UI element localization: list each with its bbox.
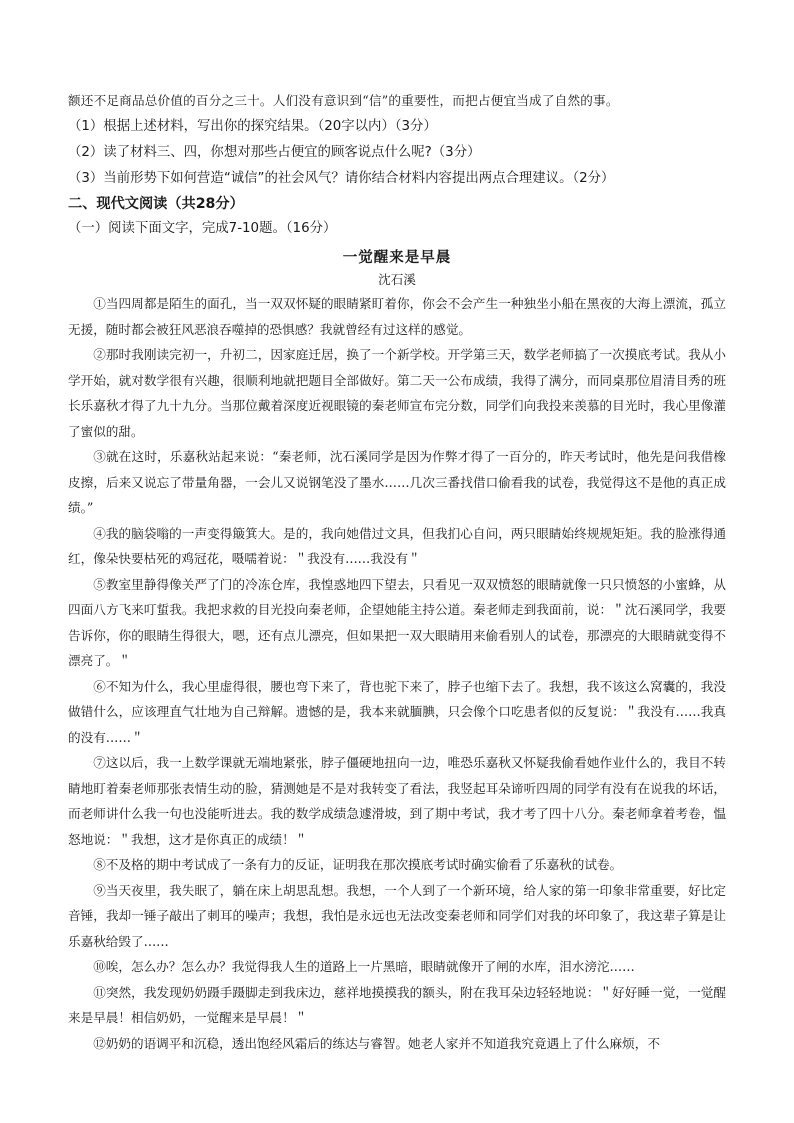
- paragraph-8: ⑧不及格的期中考试成了一条有力的反证，证明我在那次摸底考试时确实偷看了乐嘉秋的试卷。: [93, 857, 623, 872]
- question-2: （2）读了材料三、四，你想对那些占便宜的顾客说点什么呢?（3分）: [68, 145, 481, 160]
- paragraph-6: ⑥不知为什么，我心里虚得很，腰也弯下来了，背也驼下来了，脖子也缩下去了。我想，我不该这么窝囊的，我没做错什么，应该理直气壮地为自己辩解。遗憾的是，我本来就腼腆，只会像个口吃患者似的反复说：＂我没有……我真的没有……＂: [68, 678, 726, 745]
- paragraph-10: ⑩唉，怎么办？怎么办？我觉得我人生的道路上一片黑暗，眼睛就像开了闸的水库，泪水滂沱……: [93, 959, 635, 974]
- paragraph-12: ⑫奶奶的语调平和沉稳，透出饱经风霜后的练达与睿智。她老人家并不知道我究竟遇上了什么麻烦，不: [93, 1035, 660, 1051]
- paragraph-9: ⑨当天夜里，我失眠了，躺在床上胡思乱想。我想，一个人到了一个新环境，给人家的第一印象非常重要，好比定音锤，我却一锤子敲出了刺耳的噪声；我想，我怕是永远也无法改变秦老师和同学们对我的坏印象了，我这辈子算是让乐嘉秋给毁了……: [68, 882, 726, 949]
- paragraph-7: ⑦这以后，我一上数学课就无端地紧张，脖子僵硬地扭向一边，唯恐乐嘉秋又怀疑我偷看她作业什么的，我目不转睛地盯着秦老师那张表情生动的脸，猜测她是不是对我转变了看法，我竖起耳朵谛听四周的同学有没有在说我的坏话，而老师讲什么我一句也没能听进去。我的数学成绩急遽滑坡，到了期中考试，我才考了四十八分。秦老师拿着考卷，愠怒地说：＂我想，这才是你真正的成绩！＂: [68, 755, 726, 847]
- material-tail-text: 额还不足商品总价值的百分之三十。人们没有意识到“信”的重要性，而把占便宜当成了自然的事。: [68, 93, 619, 108]
- section-heading: 二、现代文阅读（共28分）: [68, 196, 244, 212]
- paragraph-3: ③就在这时，乐嘉秋站起来说：“秦老师，沈石溪同学是因为作弊才得了一百分的，昨天考试时，他先是问我借橡皮擦，后来又说忘了带量角器，一会儿又说钢笔没了墨水……几次三番找借口偷看我的试卷，我觉得这不是他的真正成绩。”: [68, 449, 726, 515]
- document-content: [68, 88, 726, 1056]
- paragraph-2: ②那时我刚读完初一，升初二，因家庭迁居，换了一个新学校。开学第三天，数学老师搞了一次摸底考试。我从小学开始，就对数学很有兴趣，很顺利地就把题目全部做好。第二天一公布成绩，我得了满分，而同桌那位眉清目秀的班长乐嘉秋才得了九十九分。当那位戴着深度近视眼镜的秦老师宣布完分数，同学们向我投来羡慕的目光时，我心里像灌了蜜似的甜。: [68, 347, 726, 439]
- question-3: （3）当前形势下如何营造“诚信”的社会风气？请你结合材料内容提出两点合理建议。（2分）: [68, 171, 615, 186]
- paragraph-4: ④我的脑袋嗡的一声变得簸箕大。是的，我向她借过文具，但我扪心自问，两只眼睛始终规规矩矩。我的脸涨得通红，像朵快要枯死的鸡冠花，嗫嚅着说：＂我没有……我没有＂: [68, 525, 726, 566]
- question-1: （1）根据上述材料，写出你的探究结果。（20字以内）（3分）: [68, 119, 437, 134]
- sub-heading: （一）阅读下面文字，完成7-10题。（16分）: [68, 221, 337, 236]
- article-title: 一觉醒来是早晨: [342, 249, 452, 266]
- article-author: 沈石溪: [378, 272, 416, 287]
- paragraph-1: ①当四周都是陌生的面孔，当一双双怀疑的眼睛紧盯着你，你会不会产生一种独坐小船在黑夜的大海上漂流，孤立无援，随时都会被狂风恶浪吞噬掉的恐惧感？我就曾经有过这样的感觉。: [68, 296, 726, 337]
- paragraph-5: ⑤教室里静得像关严了门的冷冻仓库，我惶惑地四下望去，只看见一双双愤怒的眼睛就像一只只愤怒的小蜜蜂，从四面八方飞来叮蜇我。我把求救的目光投向秦老师，企望她能主持公道。秦老师走到我面前，说：＂沈石溪同学，我要告诉你，你的眼睛生得很大，嗯，还有点儿漂亮，但如果把一双大眼睛用来偷看别人的试卷，那漂亮的大眼睛就变得不漂亮了。＂: [68, 576, 726, 668]
- paragraph-11: ⑪突然，我发现奶奶蹑手蹑脚走到我床边，慈祥地摸摸我的额头，附在我耳朵边轻轻地说：＂好好睡一觉，一觉醒来是早晨！相信奶奶，一觉醒来是早晨！＂: [68, 984, 726, 1025]
